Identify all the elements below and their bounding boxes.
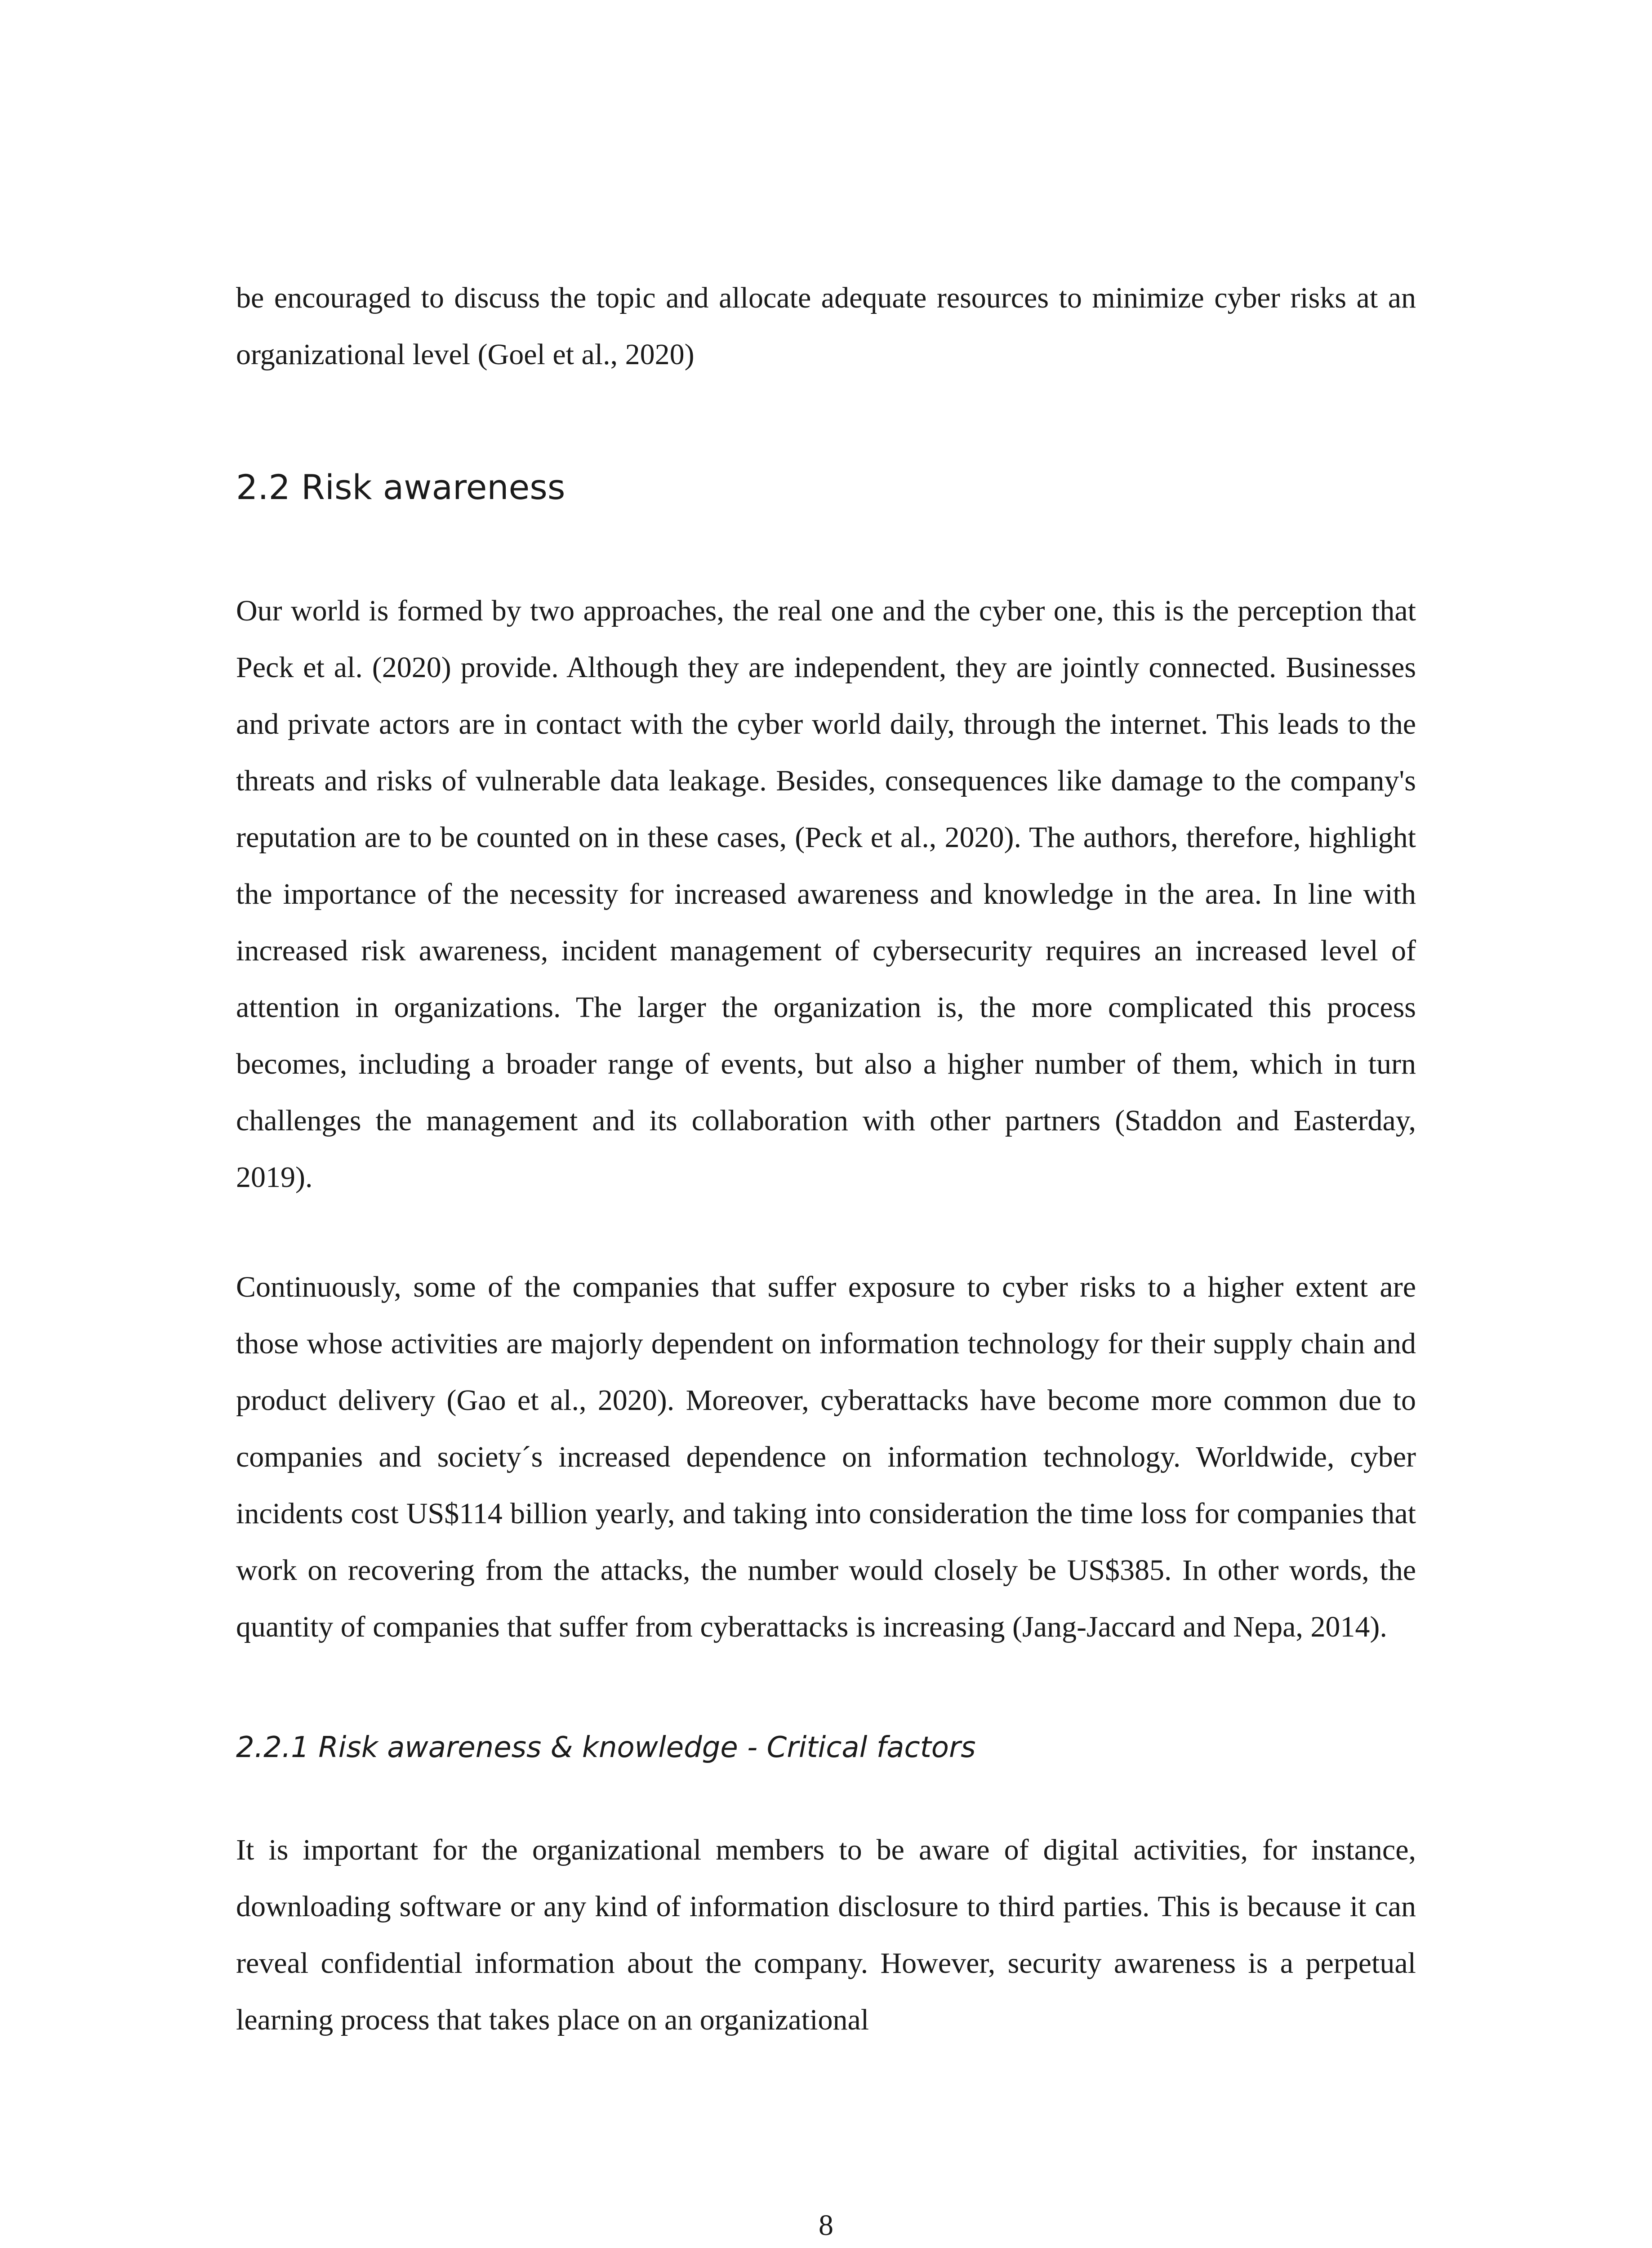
page-number: 8 <box>819 2209 833 2242</box>
body-paragraph-2: Continuously, some of the companies that suffer exposure to cyber risks to a higher extent are those whose activities are majorly dependent on information technology for their supply chain and product delivery (Gao et al., 2020). Moreover, cyberattacks have become more common due to companies and society´s increased dependence on information technology. Worldwide, cyber incidents cost US$114 billion yearly, and taking into consideration the time loss for companies that work on recovering from the attacks, the number would closely be US$385. In other words, the quantity of companies that suffer from cyberattacks is increasing (Jang-Jaccard and Nepa, 2014). <box>236 1271 1416 1643</box>
page-content <box>236 270 1416 2048</box>
intro-paragraph: be encouraged to discuss the topic and allocate adequate resources to minimize cyber risks at an organizational level (Goel et al., 2020) <box>236 281 1416 371</box>
subsection-heading: 2.2.1 Risk awareness & knowledge - Critical factors <box>236 1731 976 1764</box>
section-heading: 2.2 Risk awareness <box>236 467 566 507</box>
body-paragraph-3: It is important for the organizational members to be aware of digital activities, for instance, downloading software or any kind of information disclosure to third parties. This is because it can reveal confidential information about the company. However, security awareness is a perpetual learning process that takes place on an organizational <box>236 1833 1416 2036</box>
body-paragraph-1: Our world is formed by two approaches, the real one and the cyber one, this is the perception that Peck et al. (2020) provide. Although they are independent, they are jointly connected. Businesses and private actors are in contact with the cyber world daily, through the internet. This leads to the threats and risks of vulnerable data leakage. Besides, consequences like damage to the company's reputation are to be counted on in these cases, (Peck et al., 2020). The authors, therefore, highlight the importance of the necessity for increased awareness and knowledge in the area. In line with increased risk awareness, incident management of cybersecurity requires an increased level of attention in organizations. The larger the organization is, the more complicated this process becomes, including a broader range of events, but also a higher number of them, which in turn challenges the management and its collaboration with other partners (Staddon and Easterday, 2019). <box>236 594 1416 1194</box>
